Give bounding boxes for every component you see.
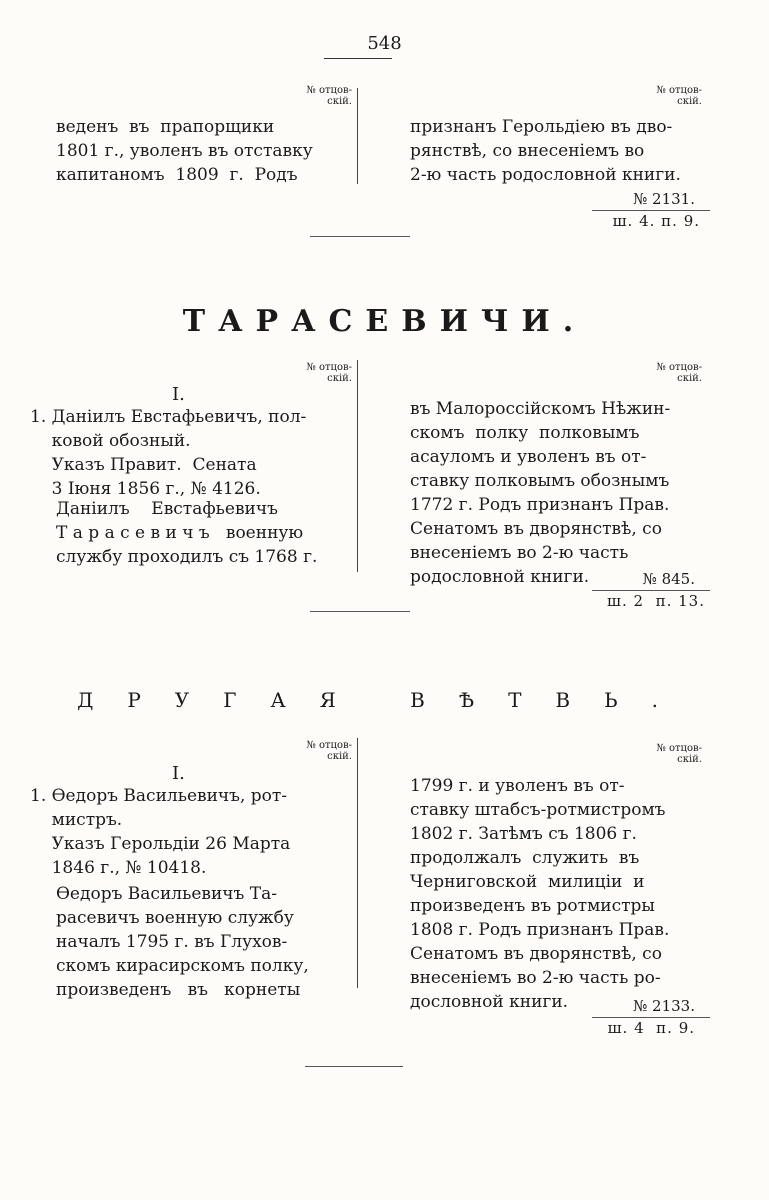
column-label-left-3: № отцов- скій.: [306, 740, 352, 762]
column-label-right-1: № отцов- скій.: [656, 85, 702, 107]
column-divider-1: [357, 88, 358, 184]
column-divider-2: [357, 360, 358, 572]
section-separator-3: [305, 1066, 403, 1067]
record-location-3: ш. 4 п. 9.: [607, 1019, 695, 1037]
person-entry-2: 1. Даніилъ Евстафьевичъ, пол- ковой обозный. Указъ Правит. Сената 3 Іюня 1856 г., № 4126.: [30, 407, 307, 499]
column-label-left-2: № отцов- скій.: [306, 362, 352, 384]
record-rule-2: [592, 590, 710, 591]
biography-left-3: Ѳедоръ Васильевичъ Та- расевичъ военную службу началъ 1795 г. въ Глухов- скомъ кирасирскомъ полку, произведенъ въ корнеты: [56, 884, 309, 1000]
column-label-left-1: № отцов- скій.: [306, 85, 352, 107]
page-number: 548: [367, 33, 402, 54]
entry-text-right-1: признанъ Герольдіею въ дво- рянствѣ, со внесеніемъ во 2-ю часть родословной книги.: [410, 117, 681, 185]
record-rule-3: [592, 1017, 710, 1018]
column-divider-3: [357, 738, 358, 988]
record-rule-1: [592, 210, 710, 211]
record-number-2: № 845.: [642, 570, 695, 588]
section-separator-1: [310, 236, 410, 237]
record-location-2: ш. 2 п. 13.: [607, 592, 705, 610]
section-separator-2: [310, 611, 410, 612]
person-entry-3: 1. Ѳедоръ Васильевичъ, рот- мистръ. Указъ Герольдіи 26 Марта 1846 г., № 10418.: [30, 786, 291, 878]
branch-title: ДРУГАЯ ВѢТВЬ.: [77, 688, 692, 712]
family-title: ТАРАСЕВИЧИ.: [182, 304, 587, 339]
biography-right-2: въ Малороссійскомъ Нѣжин- скомъ полку полковымъ асауломъ и уволенъ въ от- ставку полковымъ обознымъ 1772 г. Родъ признанъ Прав. Сенатомъ въ дворянствѣ, со внесеніемъ во 2-ю часть родословной книги.: [410, 399, 671, 587]
record-number-1: № 2131.: [633, 190, 695, 208]
generation-number-2: I.: [172, 384, 185, 405]
page-number-rule: [324, 58, 392, 59]
column-label-right-3: № отцов- скій.: [656, 743, 702, 765]
record-number-3: № 2133.: [633, 997, 695, 1015]
generation-number-3: I.: [172, 763, 185, 784]
biography-right-3: 1799 г. и уволенъ въ от- ставку штабсъ-ротмистромъ 1802 г. Затѣмъ съ 1806 г. продолжалъ служить въ Черниговской милиціи и произведенъ въ ротмистры 1808 г. Родъ признанъ Прав. Сенатомъ въ дворянствѣ, со внесеніемъ во 2-ю часть ро- дословной книги.: [410, 776, 670, 1012]
biography-left-2: Даніилъ Евстафьевичъ Т а р а с е в и ч ъ военную службу проходилъ съ 1768 г.: [56, 499, 318, 567]
column-label-right-2: № отцов- скій.: [656, 362, 702, 384]
record-location-1: ш. 4. п. 9.: [612, 212, 700, 230]
entry-text-left-1: веденъ въ прапорщики 1801 г., уволенъ въ отставку капитаномъ 1809 г. Родъ: [56, 117, 313, 185]
